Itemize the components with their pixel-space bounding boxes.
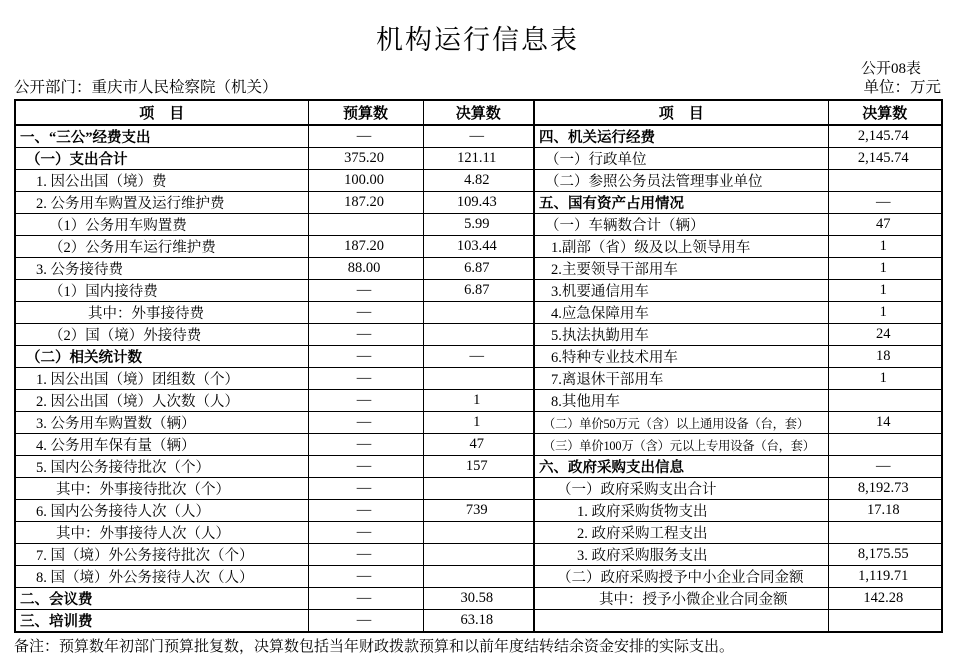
table-row — [15, 500, 942, 522]
header-item-left: 项 目 — [15, 100, 308, 125]
final-cell-left: 103.44 — [423, 236, 534, 258]
department-label: 公开部门：重庆市人民检察院（机关） — [14, 79, 278, 96]
budget-cell: 187.20 — [308, 236, 423, 258]
item-cell-right: （二）单价50万元（含）以上通用设备（台，套） — [534, 412, 828, 434]
item-cell-left: 5. 国内公务接待批次（个） — [15, 456, 308, 478]
final-cell-right: 2,145.74 — [828, 125, 942, 148]
item-cell-left: 2. 因公出国（境）人次数（人） — [15, 390, 308, 412]
item-cell-right: 四、机关运行经费 — [534, 125, 828, 148]
item-cell-left: 三、培训费 — [15, 610, 308, 633]
budget-cell: — — [308, 522, 423, 544]
final-cell-right: 24 — [828, 324, 942, 346]
table-row — [15, 324, 942, 346]
table-row — [15, 346, 942, 368]
item-cell-right: 2. 政府采购工程支出 — [534, 522, 828, 544]
budget-cell: — — [308, 566, 423, 588]
item-cell-right: 1.副部（省）级及以上领导用车 — [534, 236, 828, 258]
table-row — [15, 148, 942, 170]
budget-cell: — — [308, 610, 423, 633]
table-row — [15, 544, 942, 566]
item-cell-right: （二）参照公务员法管理事业单位 — [534, 170, 828, 192]
item-cell-right: 六、政府采购支出信息 — [534, 456, 828, 478]
budget-cell: — — [308, 346, 423, 368]
item-cell-left: 其中：外事接待费 — [15, 302, 308, 324]
info-table — [14, 99, 943, 633]
item-cell-left: 其中：外事接待批次（个） — [15, 478, 308, 500]
final-cell-right: 1 — [828, 368, 942, 390]
item-cell-left: 3. 公务接待费 — [15, 258, 308, 280]
item-cell-left: 3. 公务用车购置数（辆） — [15, 412, 308, 434]
final-cell-right: 8,175.55 — [828, 544, 942, 566]
final-cell-right: 1 — [828, 302, 942, 324]
final-cell-right — [828, 522, 942, 544]
final-cell-left: 157 — [423, 456, 534, 478]
final-cell-left: 47 — [423, 434, 534, 456]
final-cell-left — [423, 368, 534, 390]
final-cell-left: — — [423, 125, 534, 148]
item-cell-right: 3.机要通信用车 — [534, 280, 828, 302]
budget-cell: — — [308, 368, 423, 390]
table-row — [15, 566, 942, 588]
final-cell-left: 30.58 — [423, 588, 534, 610]
item-cell-right: （一）行政单位 — [534, 148, 828, 170]
final-cell-right: 1 — [828, 258, 942, 280]
final-cell-left — [423, 324, 534, 346]
item-cell-right: 2.主要领导干部用车 — [534, 258, 828, 280]
unit-label: 单位：万元 — [863, 79, 941, 96]
final-cell-left: 121.11 — [423, 148, 534, 170]
table-row — [15, 125, 942, 148]
budget-cell: — — [308, 500, 423, 522]
budget-cell: — — [308, 280, 423, 302]
header-final-right: 决算数 — [828, 100, 942, 125]
item-cell-left: 一、“三公”经费支出 — [15, 125, 308, 148]
item-cell-right: 1. 政府采购货物支出 — [534, 500, 828, 522]
item-cell-left: （一）支出合计 — [15, 148, 308, 170]
table-row — [15, 412, 942, 434]
budget-cell: — — [308, 434, 423, 456]
final-cell-right: 47 — [828, 214, 942, 236]
final-cell-right: 1 — [828, 280, 942, 302]
final-cell-right — [828, 170, 942, 192]
item-cell-left: （2）公务用车运行维护费 — [15, 236, 308, 258]
form-code: 公开08表 — [860, 61, 921, 77]
budget-cell: — — [308, 544, 423, 566]
item-cell-right — [534, 610, 828, 633]
header-budget: 预算数 — [308, 100, 423, 125]
budget-cell: 187.20 — [308, 192, 423, 214]
item-cell-left: 1. 因公出国（境）团组数（个） — [15, 368, 308, 390]
budget-cell — [308, 214, 423, 236]
final-cell-left: 6.87 — [423, 280, 534, 302]
budget-cell: — — [308, 302, 423, 324]
item-cell-left: 7. 国（境）外公务接待批次（个） — [15, 544, 308, 566]
item-cell-left: 2. 公务用车购置及运行维护费 — [15, 192, 308, 214]
meta-line — [14, 78, 941, 97]
item-cell-left: （1）公务用车购置费 — [15, 214, 308, 236]
final-cell-left: — — [423, 346, 534, 368]
final-cell-left: 739 — [423, 500, 534, 522]
budget-cell: — — [308, 412, 423, 434]
final-cell-left: 6.87 — [423, 258, 534, 280]
budget-cell: — — [308, 456, 423, 478]
item-cell-left: 其中：外事接待人次（人） — [15, 522, 308, 544]
final-cell-left — [423, 566, 534, 588]
table-row — [15, 588, 942, 610]
footnote: 备注：预算数年初部门预算批复数，决算数包括当年财政拨款预算和以前年度结转结余资金安排的实际支出。 — [14, 639, 735, 655]
item-cell-right: 3. 政府采购服务支出 — [534, 544, 828, 566]
item-cell-right: （三）单价100万（含）元以上专用设备（台，套） — [534, 434, 828, 456]
final-cell-right: 142.28 — [828, 588, 942, 610]
final-cell-right — [828, 434, 942, 456]
item-cell-left: 6. 国内公务接待人次（人） — [15, 500, 308, 522]
item-cell-left: （二）相关统计数 — [15, 346, 308, 368]
item-cell-left: 1. 因公出国（境）费 — [15, 170, 308, 192]
item-cell-left: 二、会议费 — [15, 588, 308, 610]
table-row — [15, 280, 942, 302]
table-row — [15, 434, 942, 456]
final-cell-right: 8,192.73 — [828, 478, 942, 500]
budget-cell: — — [308, 125, 423, 148]
table-row — [15, 522, 942, 544]
header-final-left: 决算数 — [423, 100, 534, 125]
final-cell-left: 5.99 — [423, 214, 534, 236]
table-row — [15, 390, 942, 412]
item-cell-right: 五、国有资产占用情况 — [534, 192, 828, 214]
page-title: 机构运行信息表 — [376, 25, 579, 55]
final-cell-right: 17.18 — [828, 500, 942, 522]
item-cell-right: 8.其他用车 — [534, 390, 828, 412]
table-row — [15, 368, 942, 390]
item-cell-right: 7.离退休干部用车 — [534, 368, 828, 390]
table-row — [15, 192, 942, 214]
budget-cell: — — [308, 478, 423, 500]
final-cell-left: 109.43 — [423, 192, 534, 214]
table-row — [15, 478, 942, 500]
budget-cell: — — [308, 390, 423, 412]
table-row — [15, 610, 942, 633]
table-row — [15, 214, 942, 236]
item-cell-right: （一）政府采购支出合计 — [534, 478, 828, 500]
final-cell-right — [828, 390, 942, 412]
item-cell-right: （一）车辆数合计（辆） — [534, 214, 828, 236]
table-row — [15, 170, 942, 192]
budget-cell: 100.00 — [308, 170, 423, 192]
item-cell-left: 8. 国（境）外公务接待人次（人） — [15, 566, 308, 588]
item-cell-left: （2）国（境）外接待费 — [15, 324, 308, 346]
table-row — [15, 456, 942, 478]
final-cell-right: — — [828, 456, 942, 478]
final-cell-left — [423, 544, 534, 566]
item-cell-right: 4.应急保障用车 — [534, 302, 828, 324]
final-cell-right: — — [828, 192, 942, 214]
final-cell-right: 2,145.74 — [828, 148, 942, 170]
final-cell-right — [828, 610, 942, 633]
item-cell-right: 6.特种专业技术用车 — [534, 346, 828, 368]
budget-cell: — — [308, 324, 423, 346]
budget-cell: 88.00 — [308, 258, 423, 280]
item-cell-right: （二）政府采购授予中小企业合同金额 — [534, 566, 828, 588]
final-cell-right: 1 — [828, 236, 942, 258]
item-cell-left: 4. 公务用车保有量（辆） — [15, 434, 308, 456]
table-row — [15, 302, 942, 324]
budget-cell: 375.20 — [308, 148, 423, 170]
item-cell-left: （1）国内接待费 — [15, 280, 308, 302]
final-cell-right: 1,119.71 — [828, 566, 942, 588]
budget-cell: — — [308, 588, 423, 610]
final-cell-left — [423, 478, 534, 500]
final-cell-left: 1 — [423, 412, 534, 434]
table-row — [15, 236, 942, 258]
final-cell-left: 4.82 — [423, 170, 534, 192]
final-cell-left — [423, 522, 534, 544]
table-row — [15, 258, 942, 280]
final-cell-left — [423, 302, 534, 324]
final-cell-right: 18 — [828, 346, 942, 368]
final-cell-right: 14 — [828, 412, 942, 434]
item-cell-right: 其中：授予小微企业合同金额 — [534, 588, 828, 610]
final-cell-left: 63.18 — [423, 610, 534, 633]
final-cell-left: 1 — [423, 390, 534, 412]
header-row — [15, 100, 942, 125]
header-item-right: 项 目 — [534, 100, 828, 125]
item-cell-right: 5.执法执勤用车 — [534, 324, 828, 346]
